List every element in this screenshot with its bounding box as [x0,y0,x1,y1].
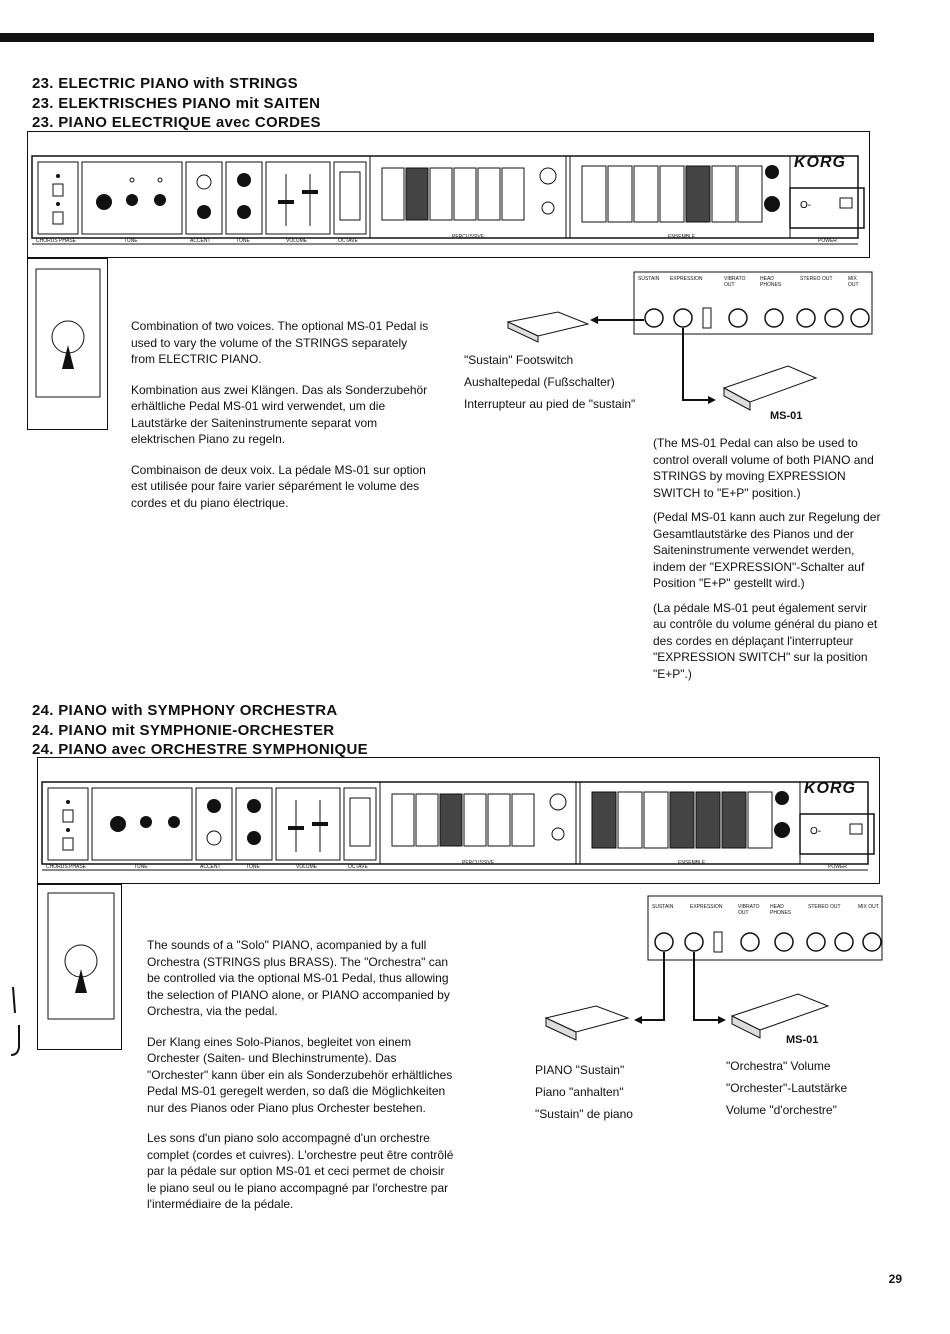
label-chorus: CHORUS PHASE [46,864,87,870]
section23-title-en: 23. ELECTRIC PIANO with STRINGS [32,75,298,92]
jack-label-vibrato: VIBRATO OUT [738,904,760,916]
footswitch-caption-de: Aushaltepedal (Fußschalter) [464,375,615,389]
front-panel-24-drawing [38,758,881,885]
label-octave: OCTAVE [348,864,368,870]
connection-drawing-24 [536,894,886,1054]
sustain-caption-en: PIANO "Sustain" [535,1063,625,1077]
label-power: POWER [818,238,837,244]
label-percussive: PERCUSSIVE [462,860,495,866]
label-ensemble: ENSEMBLE [678,860,706,866]
section24-titles [32,701,368,760]
section24-body [147,937,455,1227]
footswitch-caption-en: "Sustain" Footswitch [464,353,574,367]
note-de: (Pedal MS-01 kann auch zur Regelung der Gesamtlautstärke des Pianos und der Saiteninstrumente verwendet werden, indem der "EXPRESSION"-Schalter auf Position "E+P" gestellt wird.) [653,510,881,590]
pedal-label-23: MS-01 [770,410,803,422]
jack-label-vibrato: VIBRATO OUT [724,276,746,288]
jack-label-stereo: STEREO OUT [808,904,841,910]
korg-logo: KORG [804,780,856,797]
pedal-icon [28,259,109,431]
sustain-caption-24 [535,1059,633,1125]
orchestra-caption-fr: Volume "d'orchestre" [726,1103,837,1117]
note-fr: (La pédale MS-01 peut également servir au contrôle du volume général du piano et des cordes en déplaçant l'interrupteur "EXPRESSION SWITCH" sur la position "E+P".) [653,600,878,681]
sustain-caption-de: Piano "anhalten" [535,1085,624,1099]
label-power: POWER [828,864,847,870]
label-accent: ACCENT [190,238,211,244]
pedal-icon [38,885,123,1051]
orchestra-caption-de: "Orchester"-Lautstärke [726,1081,848,1095]
label-chorus: CHORUS PHASE [36,238,77,244]
label-tune: TUNE [134,864,148,870]
section24-title-fr: 24. PIANO avec ORCHESTRE SYMPHONIQUE [32,741,368,758]
orchestra-caption-en: "Orchestra" Volume [726,1059,831,1073]
section23-titles [32,74,321,133]
footswitch-caption-fr: Interrupteur au pied de "sustain" [464,397,636,411]
front-panel-24 [37,757,880,884]
jack-label-headphones: HEAD PHONES [770,904,792,916]
svg-text:O-: O- [800,200,812,211]
margin-mark [5,985,25,1070]
orchestra-caption-24 [726,1055,847,1121]
section23-para-en: Combination of two voices. The optional MS-01 Pedal is used to vary the volume of the STRINGS separately from ELECTRIC PIANO. [131,319,429,366]
jack-label-sustain: SUSTAIN [638,276,660,282]
pedal-label-24: MS-01 [786,1034,819,1046]
front-panel-23-drawing [28,132,871,259]
section24-para-de: Der Klang eines Solo-Pianos, begleitet von einem Orchester (Saiten- und Blechinstrumente). Das "Orchester" kann über ein als Sonderzubehör erhältliches Pedal MS-01 geregelt werden, so daß die Möglichkeiten nur des Pianos oder Piano plus Orchester bestehen. [147,1034,453,1115]
top-rule [0,33,874,42]
label-accent: ACCENT [200,864,221,870]
korg-logo: KORG [794,154,846,171]
section23-title-fr: 23. PIANO ELECTRIQUE avec CORDES [32,114,321,131]
footswitch-caption [464,349,635,415]
sustain-caption-fr: "Sustain" de piano [535,1107,633,1121]
section24-title-en: 24. PIANO with SYMPHONY ORCHESTRA [32,702,338,719]
label-percussive: PERCUSSIVE [452,234,485,240]
page-number: 29 [888,1272,902,1286]
jack-label-mix: MIX OUT [848,276,859,288]
pedal-icon-box-24 [37,884,122,1050]
jack-label-expression: EXPRESSION [690,904,723,910]
jack-label-headphones: HEAD PHONES [760,276,782,288]
label-octave: OCTAVE [338,238,358,244]
label-tone: TONE [246,864,260,870]
label-volume: VOLUME [296,864,318,870]
jack-label-mix: MIX OUT [858,904,879,910]
jack-label-sustain: SUSTAIN [652,904,674,910]
section23-para-fr: Combinaison de deux voix. La pédale MS-01 sur option est utilisée pour faire varier séparément le volume des cordes et du piano électrique. [131,462,426,510]
section23-title-de: 23. ELEKTRISCHES PIANO mit SAITEN [32,94,321,112]
section24-title-de: 24. PIANO mit SYMPHONIE-ORCHESTER [32,721,335,739]
label-tone: TONE [236,238,250,244]
margin-mark-drawing [5,985,25,1065]
jack-label-expression: EXPRESSION [670,276,703,282]
label-ensemble: ENSEMBLE [668,234,696,240]
section23-para-de: Kombination aus zwei Klängen. Das als Sonderzubehör erhältliche Pedal MS-01 wird verwendet, um die Lautstärke der Saiteninstrumente separat vom elektrischen Piano zu regeln. [131,382,428,446]
note-en: (The MS-01 Pedal can also be used to control overall volume of both PIANO and STRINGS by moving EXPRESSION SWITCH to "E+P" position.) [653,436,874,500]
svg-text:O-: O- [810,826,822,837]
label-volume: VOLUME [286,238,308,244]
label-tune: TUNE [124,238,138,244]
pedal-icon-box-23 [27,258,108,430]
section24-para-fr: Les sons d'un piano solo accompagné d'un orchestre complet (cordes et cuivres). L'orchestre peut être contrôlé par la pédale sur option MS-01 et ceci permet de choisir le piano seul ou le piano accompagné par l'orchestre par l'intermédiaire de la pédale. [147,1131,454,1211]
section23-body [131,318,433,525]
section23-notes [653,435,883,690]
section24-para-en: The sounds of a "Solo" PIANO, acompanied by a full Orchestra (STRINGS plus BRASS). The "Orchestra" can be controlled via the optional MS-01 Pedal, thus allowing the selection of PIANO alone, or PIANO accompanied by Orchestra, via the pedal. [147,938,450,1018]
jack-label-stereo: STEREO OUT [800,276,833,282]
front-panel-23 [27,131,870,258]
connection-diagram-24 [536,894,886,1054]
